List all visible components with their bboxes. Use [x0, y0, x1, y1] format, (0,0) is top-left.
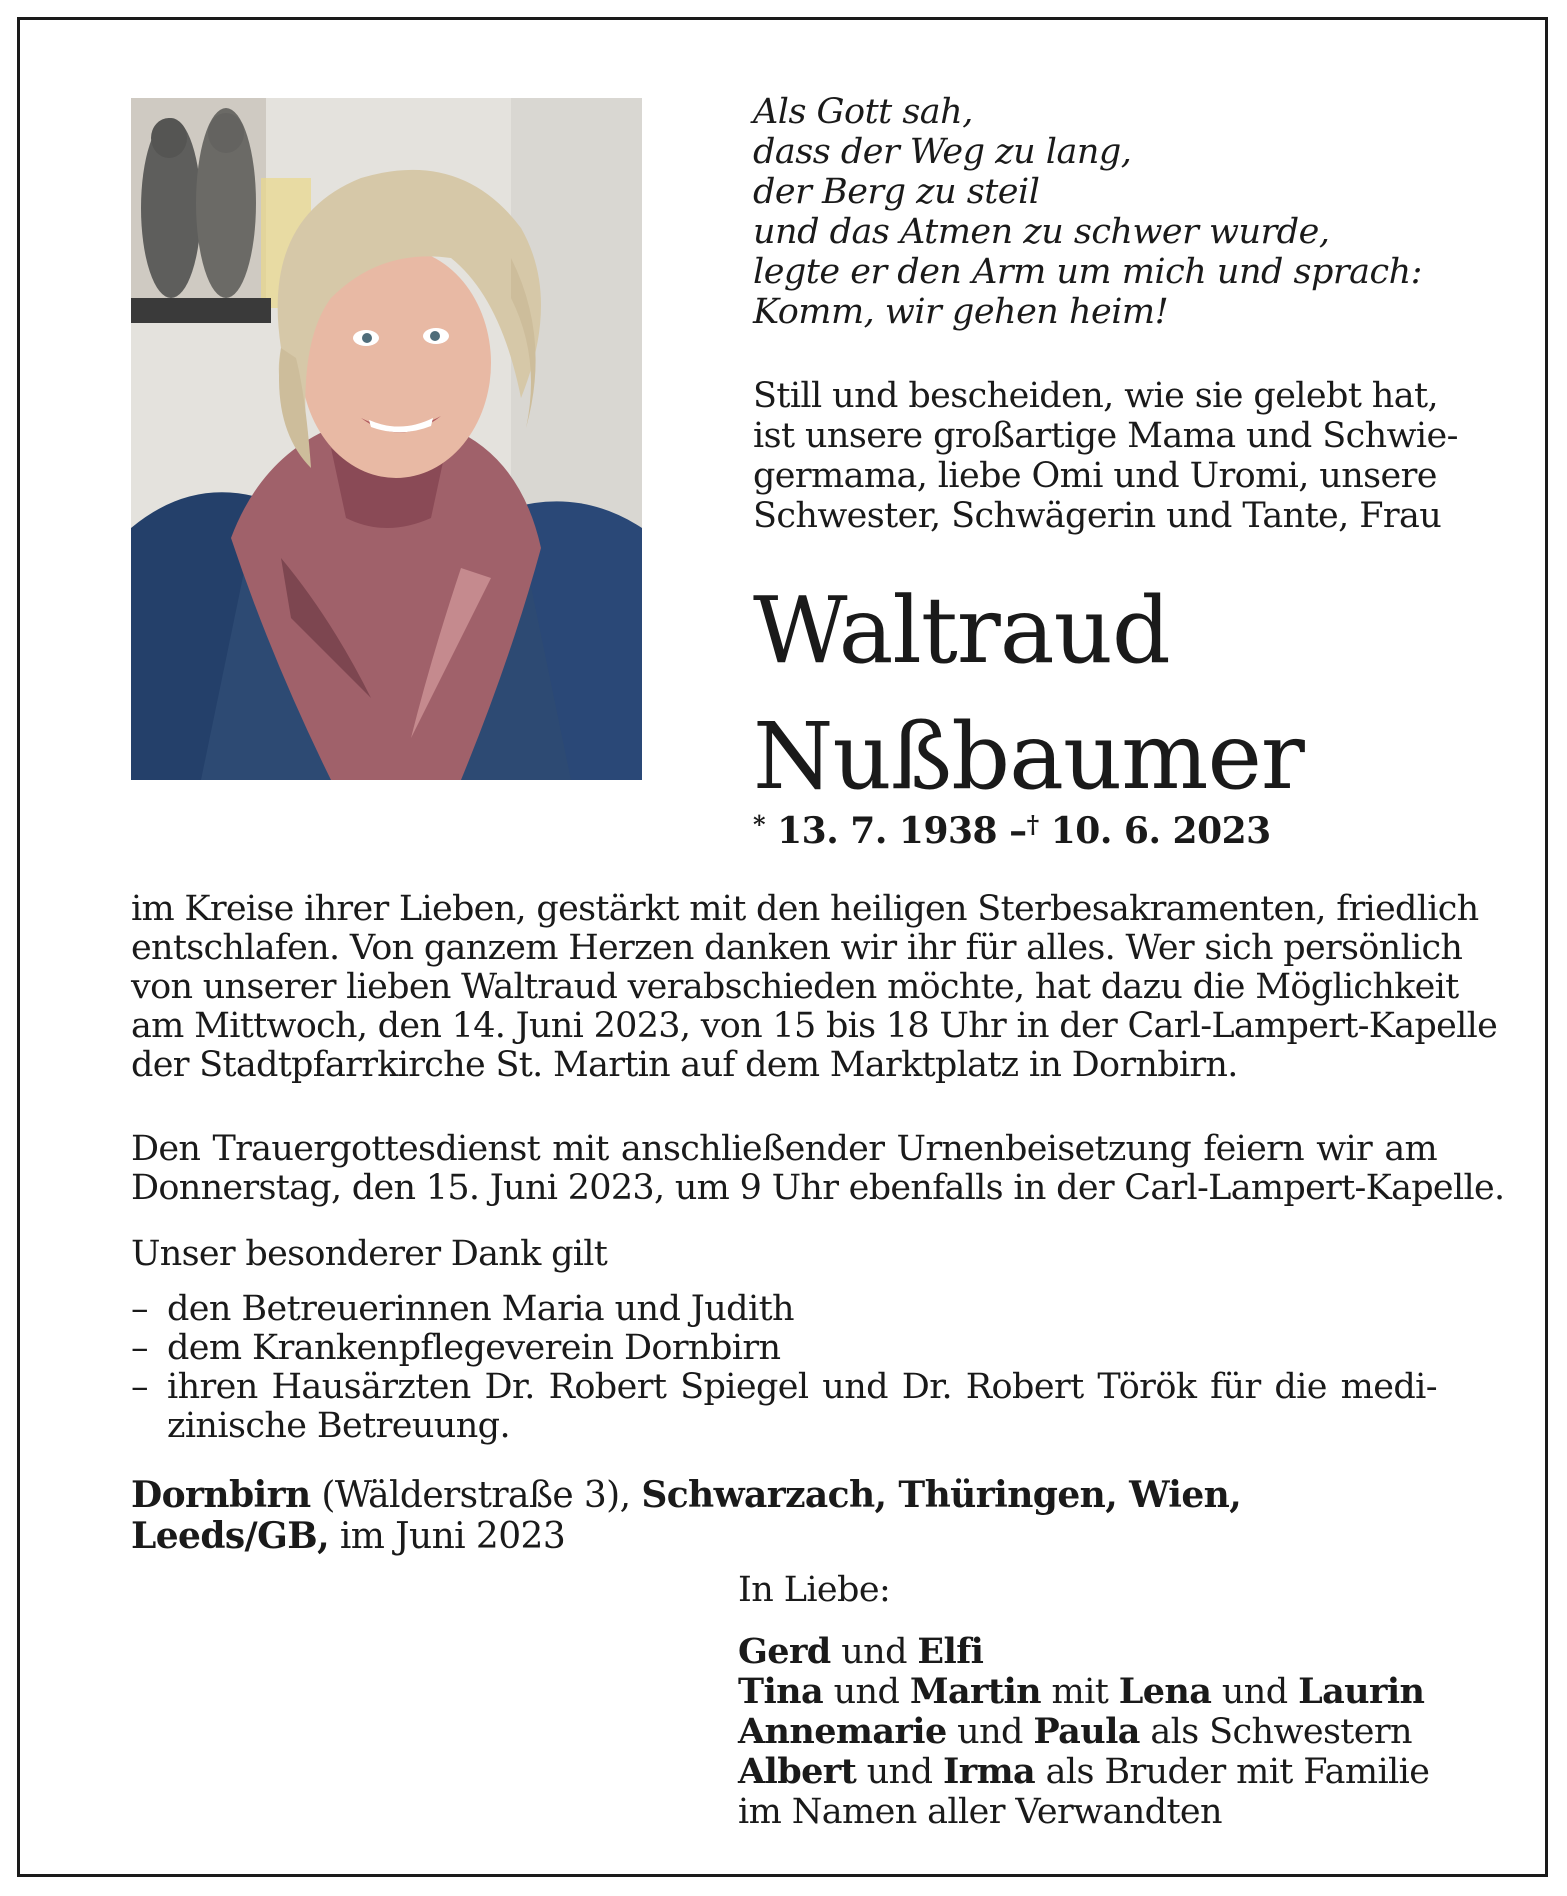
death-symbol: †: [1026, 810, 1039, 839]
thanks-intro: Unser besonderer Dank gilt: [131, 1234, 608, 1274]
list-item-text: zinische Betreuung.: [167, 1406, 511, 1446]
intro-line: ist unsere großartige Mama und Schwie-: [753, 416, 1458, 456]
signature-line: Gerd und Elfi: [738, 1631, 984, 1672]
thanks-list: [131, 1290, 1437, 1446]
signature-line: Albert und Irma als Bruder mit Familie: [738, 1751, 1430, 1792]
announcement-paragraph: [131, 889, 1498, 1085]
poem: [753, 92, 1453, 332]
place-others: Schwarzach, Thüringen, Wien,: [641, 1474, 1242, 1516]
intro-line: germama, liebe Omi und Uromi, unsere: [753, 456, 1437, 496]
signer-name: Irma: [942, 1751, 1036, 1792]
paragraph-line: der Stadtpfarrkirche St. Martin auf dem Marktplatz in Dornbirn.: [131, 1045, 1238, 1085]
signature-intro: In Liebe:: [738, 1570, 891, 1610]
signer-name: Annemarie: [738, 1711, 947, 1752]
poem-line: dass der Weg zu lang,: [753, 132, 1132, 172]
intro-text: [753, 376, 1458, 536]
signature-line: Tina und Martin mit Lena und Laurin: [738, 1671, 1425, 1712]
signer-name: Martin: [909, 1671, 1041, 1712]
poem-line: legte er den Arm um mich und sprach:: [753, 252, 1422, 292]
poem-line: der Berg zu steil: [753, 172, 1040, 212]
notice-date: im Juni 2023: [329, 1516, 566, 1557]
signature-line: im Namen aller Verwandten: [738, 1792, 1222, 1832]
signer-name: Tina: [738, 1671, 824, 1712]
place-detail: (Wälderstraße 3),: [310, 1475, 642, 1516]
dash-bullet: –: [131, 1289, 148, 1329]
deceased-name: [753, 568, 1453, 820]
list-item: [131, 1368, 1437, 1446]
poem-line: und das Atmen zu schwer wurde,: [753, 212, 1330, 252]
signature-block: [738, 1570, 1429, 1832]
date-separator: –: [1009, 810, 1027, 852]
place-leeds: Leeds/GB,: [131, 1515, 330, 1557]
paragraph-line: Den Trauergottesdienst mit anschließender Urnenbeisetzung feiern wir am: [131, 1129, 1437, 1169]
places-line: [131, 1475, 1437, 1557]
paragraph-line: im Kreise ihrer Lieben, gestärkt mit den heiligen Sterbesakramenten, friedlich: [131, 889, 1479, 929]
birth-date: 13. 7. 1938: [777, 810, 998, 852]
signature-line: Annemarie und Paula als Schwestern: [738, 1711, 1412, 1752]
life-dates: [753, 810, 1453, 852]
paragraph-line: entschlafen. Von ganzem Herzen danken wir ihr für alles. Wer sich persönlich: [131, 928, 1463, 968]
paragraph-line: von unserer lieben Waltraud verabschieden möchte, hat dazu die Möglichkeit: [131, 967, 1459, 1007]
list-item-text: den Betreuerinnen Maria und Judith: [167, 1289, 794, 1329]
signer-name: Gerd: [738, 1631, 831, 1672]
list-item-text: dem Krankenpflegeverein Dornbirn: [167, 1328, 781, 1368]
dash-bullet: –: [131, 1367, 148, 1407]
paragraph-line: Donnerstag, den 15. Juni 2023, um 9 Uhr ebenfalls in der Carl-Lampert-Kapelle.: [131, 1168, 1505, 1208]
portrait-photo: [131, 98, 642, 780]
last-name: Nußbaumer: [753, 703, 1304, 810]
birth-symbol: *: [753, 810, 766, 839]
list-item-text: ihren Hausärzten Dr. Robert Spiegel und Dr. Robert Török für die medi-: [167, 1367, 1437, 1407]
poem-line: Als Gott sah,: [753, 92, 973, 132]
paragraph-line: am Mittwoch, den 14. Juni 2023, von 15 bis 18 Uhr in der Carl-Lampert-Kapelle: [131, 1006, 1498, 1046]
list-item: [131, 1290, 1437, 1329]
place-dornbirn: Dornbirn: [131, 1474, 311, 1516]
intro-line: Schwester, Schwägerin und Tante, Frau: [753, 496, 1442, 536]
signer-name: Albert: [738, 1751, 857, 1792]
list-item: [131, 1329, 1437, 1368]
signer-name: Lena: [1118, 1671, 1212, 1712]
intro-line: Still und bescheiden, wie sie gelebt hat,: [753, 376, 1439, 416]
service-paragraph: [131, 1129, 1505, 1208]
death-date: 10. 6. 2023: [1050, 810, 1271, 852]
portrait-image: [131, 98, 642, 780]
signer-name: Laurin: [1298, 1671, 1425, 1712]
signer-name: Elfi: [917, 1631, 984, 1672]
dash-bullet: –: [131, 1328, 148, 1368]
poem-line: Komm, wir gehen heim!: [753, 292, 1169, 332]
signer-name: Paula: [1033, 1711, 1140, 1752]
first-name: Waltraud: [753, 577, 1170, 684]
